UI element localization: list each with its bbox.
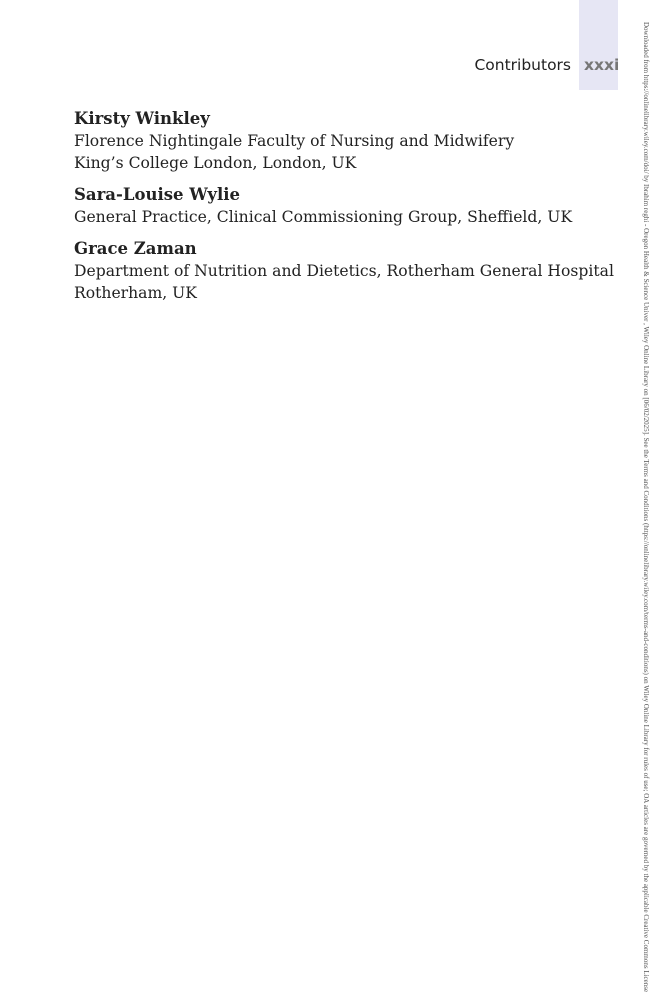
contributor-affiliation: General Practice, Clinical Commissioning Group, Sheffield, UK — [74, 208, 573, 226]
contributor-entry — [74, 238, 614, 304]
contributor-name: Grace Zaman — [74, 239, 197, 258]
contributor-affiliation: Florence Nightingale Faculty of Nursing and Midwifery — [74, 132, 515, 150]
contributors-list — [74, 108, 614, 304]
download-notice-text: Downloaded from https://onlinelibrary.wiley.com/doi/ by Ibrahim reghi - Oregon Health & Science Univer , Wiley Online Library on [06/02/2025]. See the Terms and Conditions (https://onlinelibrary.wiley.com/terms-and-conditions) on Wiley Online Library for rules of use; OA articles are governed by the applicable Creative Commons License — [642, 22, 650, 993]
contributor-affiliation: Rotherham, UK — [74, 284, 197, 302]
download-notice — [641, 22, 651, 993]
contributor-affiliation: Department of Nutrition and Dietetics, Rotherham General Hospital — [74, 262, 614, 280]
page-number: xxxi — [584, 56, 620, 74]
page-number-tab — [579, 0, 618, 90]
contributor-name: Kirsty Winkley — [74, 109, 210, 128]
contributor-name: Sara-Louise Wylie — [74, 185, 241, 204]
contributor-affiliation: King’s College London, London, UK — [74, 154, 357, 172]
contributor-entry — [74, 184, 594, 228]
contributor-entry — [74, 108, 594, 174]
running-head-title: Contributors — [474, 56, 571, 74]
